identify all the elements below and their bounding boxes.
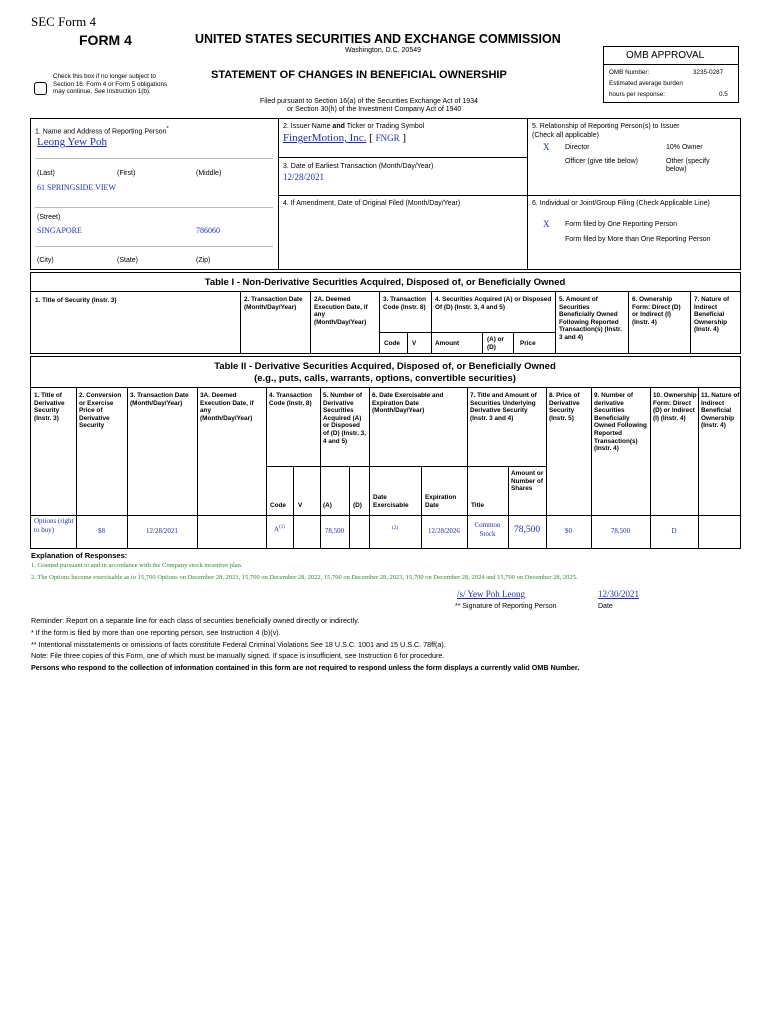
omb-number-label: OMB Number: — [609, 69, 650, 76]
t2-col3a: 3A. Deemed Execution Date, if any (Month/Day/Year) — [200, 392, 254, 422]
footer-star1: * If the form is filed by more than one reporting person, see Instruction 4 (b)(v). — [31, 628, 281, 637]
omb-number-value: 3235-0287 — [693, 69, 724, 76]
footer-reminder: Reminder: Report on a separate line for each class of securities beneficially owned directly or indirectly. — [31, 616, 360, 625]
more-person-label: Form filed by More than One Reporting Person — [565, 236, 711, 243]
box1-label: 1. Name and Address of Reporting Person* — [35, 126, 169, 136]
t2-col6: 6. Date Exercisable and Expiration Date (Month/Day/Year) — [372, 392, 444, 415]
footer-note: Note: File three copies of this Form, one of which must be manually signed. If space is insufficient, see Instruction 6 for procedure. — [31, 651, 445, 660]
agency-location: Washington, D.C. 20549 — [345, 47, 422, 54]
t1-col2a: 2A. Deemed Execution Date, if any (Month/Day/Year) — [314, 296, 368, 326]
t2-row-security: Options (right to buy) — [34, 517, 74, 534]
t1-col6: 6. Ownership Form: Direct (D) or Indirect (I) (Instr. 4) — [632, 296, 681, 326]
issuer-line: FingerMotion, Inc. [ FNGR ] — [283, 132, 407, 144]
middle-label: (Middle) — [196, 170, 222, 177]
issuer-name[interactable]: FingerMotion, Inc. — [283, 132, 367, 144]
t2-row-form: D — [671, 527, 677, 535]
zip-value: 786060 — [196, 226, 220, 235]
t1-col5: 5. Amount of Securities Beneficially Owned Following Reported Transaction(s) (Instr. 3 and 4) — [559, 296, 622, 341]
table2-subtitle: (e.g., puts, calls, warrants, options, convertible securities) — [254, 373, 516, 384]
omb-hours-value: 0.5 — [719, 91, 728, 98]
table2-title: Table II - Derivative Securities Acquired, Disposed of, or Beneficially Owned — [214, 361, 556, 372]
filed-pursuant-line2: or Section 30(h) of the Investment Company Act of 1940 — [287, 106, 462, 113]
t2-row-a: 78,500 — [324, 527, 345, 535]
t2-row-shares: 78,500 — [513, 525, 541, 535]
footer-star2: ** Intentional misstatements or omissions of facts constitute Federal Criminal Violations See 18 U.S.C. 1001 and 15 U.S.C. 78ff(a). — [31, 640, 446, 649]
sec-form-label: SEC Form 4 — [31, 14, 97, 29]
t2-code: Code — [270, 502, 286, 509]
explanation-note1: 1. Granted pursuant to and in accordance with the Company stock incentive plan. — [31, 562, 243, 569]
city-label: (City) — [37, 257, 54, 264]
t2-col7: 7. Title and Amount of Securities Underlying Derivative Security (Instr. 3 and 4) — [470, 392, 537, 422]
t2-v: V — [298, 502, 303, 509]
footer-persons: Persons who respond to the collection of information contained in this form are not required to respond unless the form displays a currently valid OMB Number. — [31, 663, 580, 672]
omb-burden-label: Estimated average burden — [609, 80, 683, 87]
t1-v: V — [412, 340, 417, 347]
box6-label: 6. Individual or Joint/Group Filing (Check Applicable Line) — [532, 200, 710, 207]
box4-label: 4. If Amendment, Date of Original Filed (Month/Day/Year) — [283, 200, 461, 207]
t2-col8: 8. Price of Derivative Security (Instr. 5) — [549, 392, 580, 422]
omb-hours-label: hours per response: — [609, 91, 666, 98]
section16-checkbox[interactable] — [34, 82, 47, 95]
explanation-title: Explanation of Responses: — [31, 551, 128, 560]
t2-row-price: $8 — [98, 527, 105, 535]
officer-label: Officer (give title below) — [565, 158, 639, 165]
t2-col9: 9. Number of derivative Securities Beneficially Owned Following Reported Transaction(s) (Instr. 4) — [594, 392, 647, 453]
t2-col11: 11. Nature of Indirect Beneficial Ownership (Instr. 4) — [701, 392, 740, 430]
t1-aord: (A) or (D) — [487, 336, 505, 351]
statement-title: STATEMENT OF CHANGES IN BENEFICIAL OWNERSHIP — [211, 69, 507, 81]
one-person-mark[interactable]: X — [543, 219, 550, 229]
earliest-transaction-date: 12/28/2021 — [283, 172, 325, 182]
box3-label: 3. Date of Earliest Transaction (Month/Day/Year) — [283, 163, 434, 170]
explanation-note2: 2. The Options become exercisable as to 15,700 Options on December 28, 2021, 15,700 on December 28, 2022, 15,700 on December 28, 2023, 15,700 on December 28, 2024 and 15,700 on December 28, 2025. — [31, 574, 578, 581]
signature-label: ** Signature of Reporting Person — [455, 603, 557, 610]
t1-code: Code — [384, 340, 400, 347]
zip-label: (Zip) — [196, 257, 211, 264]
signature-name: /s/ Yew Poh Leong — [457, 589, 526, 599]
section16-text: Check this box if no longer subject to Section 16. Form 4 or Form 5 obligations may continue. See Instruction 1(b). — [53, 73, 168, 95]
filed-pursuant-line1: Filed pursuant to Section 16(a) of the Securities Exchange Act of 1934 — [260, 98, 478, 105]
t2-row-title: Common Stock — [474, 521, 501, 538]
form-title: FORM 4 — [79, 32, 132, 48]
reporting-person-name[interactable]: Leong Yew Poh — [37, 136, 107, 148]
t1-amount: Amount — [435, 340, 460, 347]
owner-label: 10% Owner — [666, 144, 703, 151]
agency-title: UNITED STATES SECURITIES AND EXCHANGE COMMISSION — [195, 32, 561, 46]
t2-d: (D) — [353, 502, 362, 509]
t2-col5: 5. Number of Derivative Securities Acquired (A) or Disposed of (D) (Instr. 3, 4 and 5) — [323, 392, 366, 445]
one-person-label: Form filed by One Reporting Person — [565, 221, 678, 228]
t2-col10: 10. Ownership Form: Direct (D) or Indirect (I) (Instr. 4) — [653, 392, 697, 422]
t2-title: Title — [471, 502, 485, 509]
street-address: 61 SPRINGSIDE VIEW — [37, 183, 116, 192]
t2-col2: 2. Conversion or Exercise Price of Derivative Security — [79, 392, 122, 430]
t1-col3: 3. Transaction Code (Instr. 8) — [383, 296, 426, 311]
omb-title: OMB APPROVAL — [626, 50, 705, 61]
t1-price: Price — [520, 340, 536, 347]
box5-label: 5. Relationship of Reporting Person(s) to Issuer — [532, 123, 680, 130]
other-label: Other (specify below) — [666, 158, 710, 173]
signature-date: 12/30/2021 — [598, 589, 640, 599]
t2-col4: 4. Transaction Code (Instr. 8) — [269, 392, 312, 407]
t1-col1: 1. Title of Security (Instr. 3) — [35, 297, 117, 304]
state-label: (State) — [117, 257, 139, 264]
box5-sub: (Check all applicable) — [532, 132, 599, 139]
t1-col2: 2. Transaction Date (Month/Day/Year) — [244, 296, 303, 311]
t2-col1: 1. Title of Derivative Security (Instr. 3) — [34, 392, 65, 422]
ticker-symbol[interactable]: FNGR — [375, 133, 400, 143]
last-label: (Last) — [37, 170, 55, 177]
t2-row-date: 12/28/2021 — [146, 527, 178, 535]
t1-col7: 7. Nature of Indirect Beneficial Ownership (Instr. 4) — [694, 296, 730, 334]
street-label: (Street) — [37, 214, 61, 221]
t2-col3: 3. Transaction Date (Month/Day/Year) — [130, 392, 189, 407]
t2-row-exercisable: (2) — [391, 525, 399, 531]
t2-amount-shares: Amount or Number of Shares — [511, 470, 544, 493]
director-mark[interactable]: X — [543, 142, 550, 152]
date-label: Date — [598, 603, 613, 610]
t2-row-owned: 78,500 — [610, 527, 631, 535]
t2-expiration: Expiration Date — [425, 494, 457, 509]
t2-row-expiration: 12/28/2026 — [428, 527, 460, 535]
t2-row-code: $A^{(1)}$ — [274, 525, 285, 534]
t1-col4: 4. Securities Acquired (A) or Disposed Of (D) (Instr. 3, 4 and 5) — [435, 296, 552, 311]
director-label: Director — [565, 144, 590, 151]
table1-title: Table I - Non-Derivative Securities Acquired, Disposed of, or Beneficially Owned — [204, 277, 566, 288]
t2-a: (A) — [323, 502, 332, 509]
city-value: SINGAPORE — [37, 226, 82, 235]
box2-label: 2. Issuer Name and Ticker or Trading Symbol — [283, 123, 425, 130]
t2-exercisable: Date Exercisable — [373, 494, 409, 509]
t2-row-deriv-price: $0 — [565, 527, 572, 535]
first-label: (First) — [117, 170, 136, 177]
